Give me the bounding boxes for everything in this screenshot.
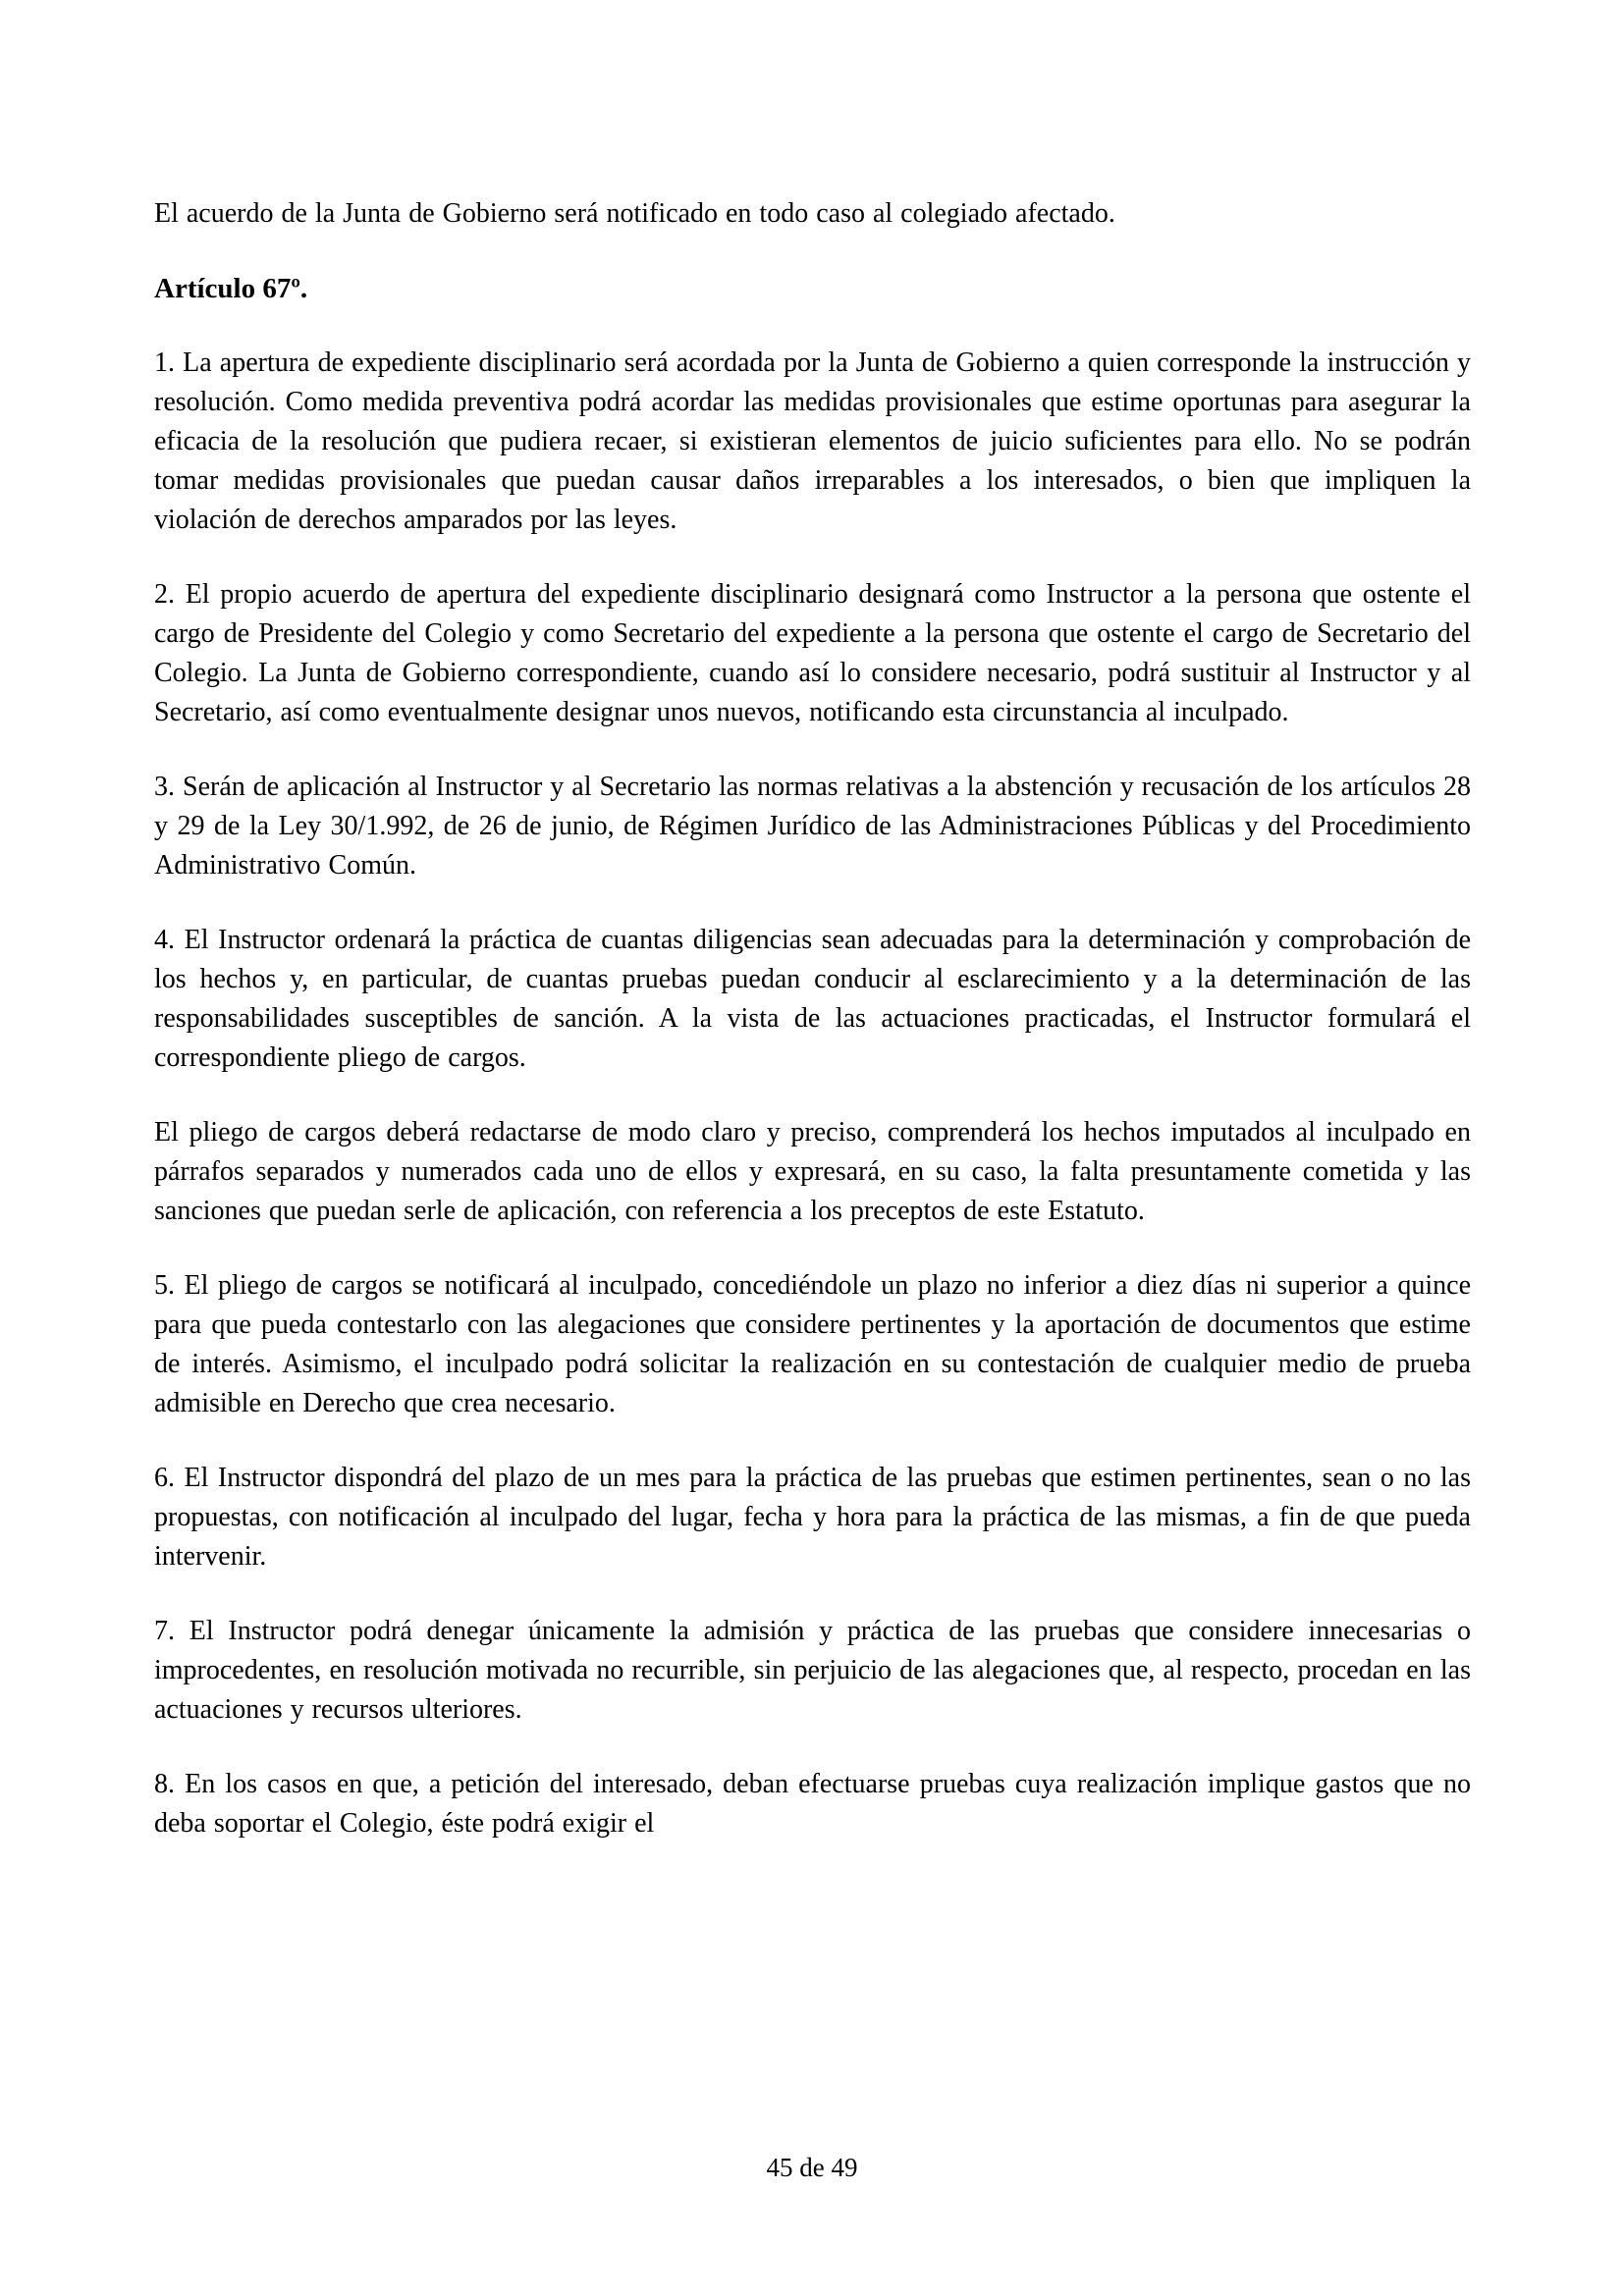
- page-number: 45 de 49: [766, 2153, 858, 2182]
- paragraph-pliego-de-cargos: El pliego de cargos deberá redactarse de modo claro y preciso, comprenderá los hechos imputados al inculpado en párrafos separados y numerados cada uno de ellos y expresará, en su caso, la falta presuntamente cometida y las sanciones que puedan serle de aplicación, con referencia a los preceptos de este Estatuto.: [154, 1117, 1471, 1226]
- paragraph-8: 8. En los casos en que, a petición del interesado, deban efectuarse pruebas cuya realización implique gastos que no deba soportar el Colegio, éste podrá exigir el: [154, 1769, 1471, 1839]
- paragraph-6: 6. El Instructor dispondrá del plazo de un mes para la práctica de las pruebas que estimen pertinentes, sean o no las propuestas, con notificación al inculpado del lugar, fecha y hora para la práctica de las mismas, a fin de que pueda intervenir.: [154, 1463, 1471, 1572]
- paragraph-7: 7. El Instructor podrá denegar únicamente la admisión y práctica de las pruebas que considere innecesarias o improcedentes, en resolución motivada no recurrible, sin perjuicio de las alegaciones que, al respecto, procedan en las actuaciones y recursos ulteriores.: [154, 1616, 1471, 1725]
- paragraph-5: 5. El pliego de cargos se notificará al inculpado, concediéndole un plazo no inferior a diez días ni superior a quince para que pueda contestarlo con las alegaciones que considere pertinentes y la aportación de documentos que estime de interés. Asimismo, el inculpado podrá solicitar la realización en su contestación de cualquier medio de prueba admisible en Derecho que crea necesario.: [154, 1270, 1471, 1418]
- paragraph-3: 3. Serán de aplicación al Instructor y al Secretario las normas relativas a la abstención y recusación de los artículos 28 y 29 de la Ley 30/1.992, de 26 de junio, de Régimen Jurídico de las Administraciones Públicas y del Procedimiento Administrativo Común.: [154, 772, 1471, 881]
- article-heading: Artículo 67º.: [154, 273, 308, 304]
- intro-paragraph: El acuerdo de la Junta de Gobierno será notificado en todo caso al colegiado afectado.: [154, 198, 1115, 229]
- paragraph-4: 4. El Instructor ordenará la práctica de cuantas diligencias sean adecuadas para la determinación y comprobación de los hechos y, en particular, de cuantas pruebas puedan conducir al esclarecimiento y a la determinación de las responsabilidades susceptibles de sanción. A la vista de las actuaciones practicadas, el Instructor formulará el correspondiente pliego de cargos.: [154, 925, 1471, 1073]
- paragraph-2: 2. El propio acuerdo de apertura del expediente disciplinario designará como Instructor a la persona que ostente el cargo de Presidente del Colegio y como Secretario del expediente a la persona que ostente el cargo de Secretario del Colegio. La Junta de Gobierno correspondiente, cuando así lo considere necesario, podrá sustituir al Instructor y al Secretario, así como eventualmente designar unos nuevos, notificando esta circunstancia al inculpado.: [154, 579, 1471, 727]
- paragraph-1: 1. La apertura de expediente disciplinario será acordada por la Junta de Gobierno a quien corresponde la instrucción y resolución. Como medida preventiva podrá acordar las medidas provisionales que estime oportunas para asegurar la eficacia de la resolución que pudiera recaer, si existieran elementos de juicio suficientes para ello. No se podrán tomar medidas provisionales que puedan causar daños irreparables a los interesados, o bien que impliquen la violación de derechos amparados por las leyes.: [154, 347, 1471, 535]
